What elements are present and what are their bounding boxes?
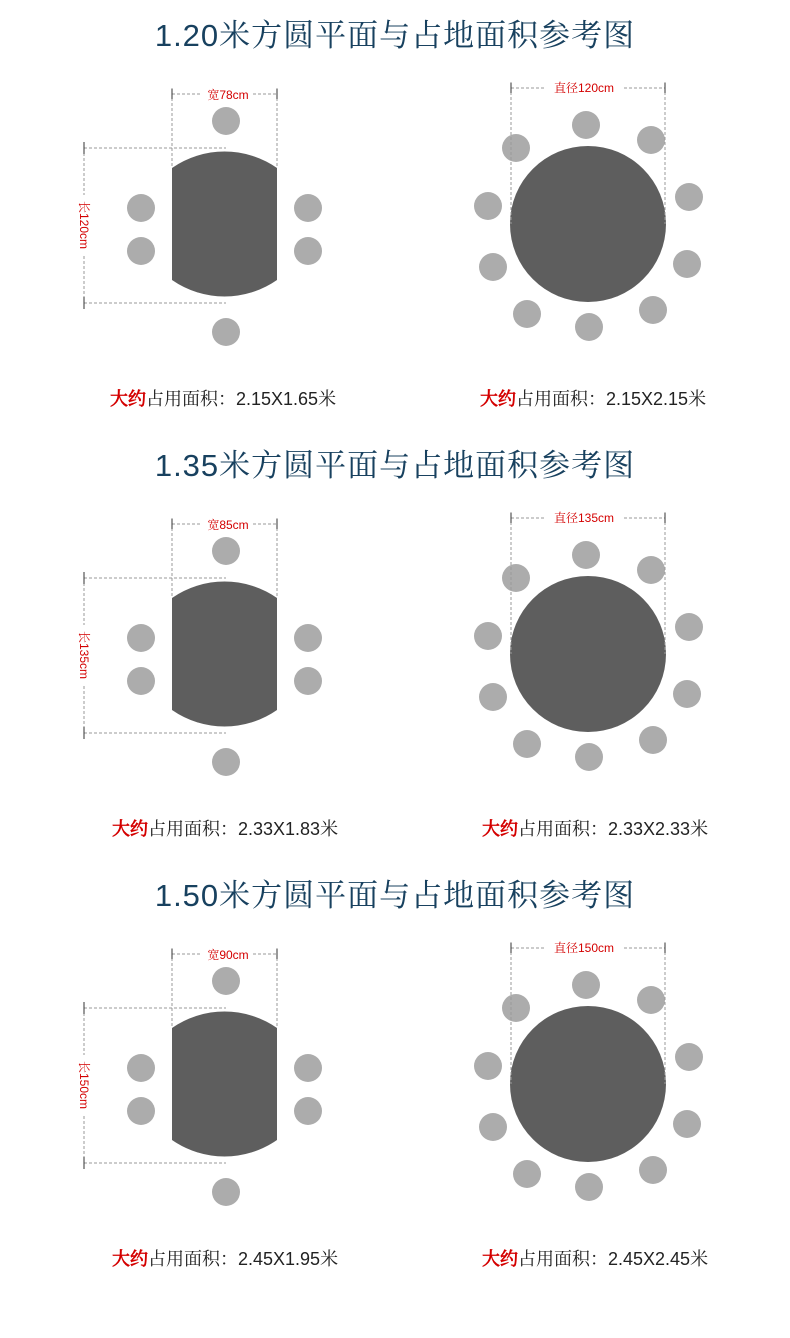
diameter-label: 直径120cm (553, 81, 615, 95)
chair (639, 296, 667, 324)
chair (127, 194, 155, 222)
chair (637, 556, 665, 584)
chair (502, 564, 530, 592)
round-table (510, 1006, 666, 1162)
caption-right (482, 1245, 708, 1271)
chair (127, 624, 155, 652)
caption-right (480, 385, 706, 411)
length-label: 长120cm (77, 200, 91, 250)
width-label: 宽78cm (207, 88, 249, 102)
chair (212, 748, 240, 776)
chair (575, 1173, 603, 1201)
chair (474, 1052, 502, 1080)
chair (479, 683, 507, 711)
half-round-table (172, 582, 277, 727)
chair (502, 994, 530, 1022)
caption-left (110, 385, 336, 411)
caption-emphasis: 大约 (482, 819, 518, 839)
round-table-diagram (474, 510, 703, 771)
chair (502, 134, 530, 162)
caption-emphasis: 大约 (112, 1249, 148, 1269)
chair (212, 107, 240, 135)
section-title: 1.35米方圆平面与占地面积参考图 (154, 448, 636, 483)
half-round-table (172, 152, 277, 297)
chair (294, 237, 322, 265)
caption-text: 占用面积：2.33X1.83米 (148, 819, 339, 839)
half-round-table-diagram (77, 88, 322, 346)
chair (673, 1110, 701, 1138)
round-table-diagram (474, 80, 703, 341)
caption-text: 占用面积：2.15X1.65米 (146, 389, 337, 409)
chair (675, 1043, 703, 1071)
caption-emphasis: 大约 (482, 1249, 518, 1269)
half-round-table-diagram (77, 948, 322, 1206)
table-diagrams (0, 860, 790, 1290)
width-label: 宽90cm (207, 948, 249, 962)
chair (127, 1054, 155, 1082)
length-label: 长150cm (77, 1060, 91, 1110)
round-table (510, 576, 666, 732)
width-label: 宽85cm (207, 518, 249, 532)
chair (212, 537, 240, 565)
chair (474, 192, 502, 220)
chair (673, 680, 701, 708)
chair (294, 624, 322, 652)
chair (572, 541, 600, 569)
caption-text: 占用面积：2.45X2.45米 (518, 1249, 709, 1269)
chair (479, 253, 507, 281)
diameter-label: 直径135cm (553, 511, 615, 525)
caption-text: 占用面积：2.45X1.95米 (148, 1249, 339, 1269)
chair (513, 1160, 541, 1188)
caption-emphasis: 大约 (480, 389, 516, 409)
chair (212, 318, 240, 346)
chair (127, 1097, 155, 1125)
chair (479, 1113, 507, 1141)
round-table (510, 146, 666, 302)
half-round-table (172, 1012, 277, 1157)
chair (294, 194, 322, 222)
half-round-table-diagram (77, 518, 322, 776)
caption-emphasis: 大约 (110, 389, 146, 409)
caption-right (482, 815, 708, 841)
diameter-label: 直径150cm (553, 941, 615, 955)
round-table-diagram (474, 940, 703, 1201)
chair (127, 667, 155, 695)
table-diagrams (0, 430, 790, 860)
chair (572, 111, 600, 139)
chair (675, 183, 703, 211)
chair (474, 622, 502, 650)
table-diagrams (0, 0, 790, 430)
section-150 (0, 860, 790, 1290)
chair (637, 126, 665, 154)
section-135 (0, 430, 790, 860)
chair (127, 237, 155, 265)
chair (294, 1097, 322, 1125)
chair (212, 967, 240, 995)
section-title: 1.50米方圆平面与占地面积参考图 (154, 878, 636, 913)
chair (212, 1178, 240, 1206)
section-120 (0, 0, 790, 430)
caption-emphasis: 大约 (112, 819, 148, 839)
chair (639, 1156, 667, 1184)
chair (675, 613, 703, 641)
chair (294, 667, 322, 695)
chair (294, 1054, 322, 1082)
chair (575, 313, 603, 341)
chair (575, 743, 603, 771)
length-label: 长135cm (77, 630, 91, 680)
caption-text: 占用面积：2.33X2.33米 (518, 819, 709, 839)
chair (513, 730, 541, 758)
chair (513, 300, 541, 328)
caption-left (112, 1245, 338, 1271)
chair (637, 986, 665, 1014)
chair (673, 250, 701, 278)
chair (639, 726, 667, 754)
caption-left (112, 815, 338, 841)
chair (572, 971, 600, 999)
caption-text: 占用面积：2.15X2.15米 (516, 389, 707, 409)
section-title: 1.20米方圆平面与占地面积参考图 (154, 18, 636, 53)
